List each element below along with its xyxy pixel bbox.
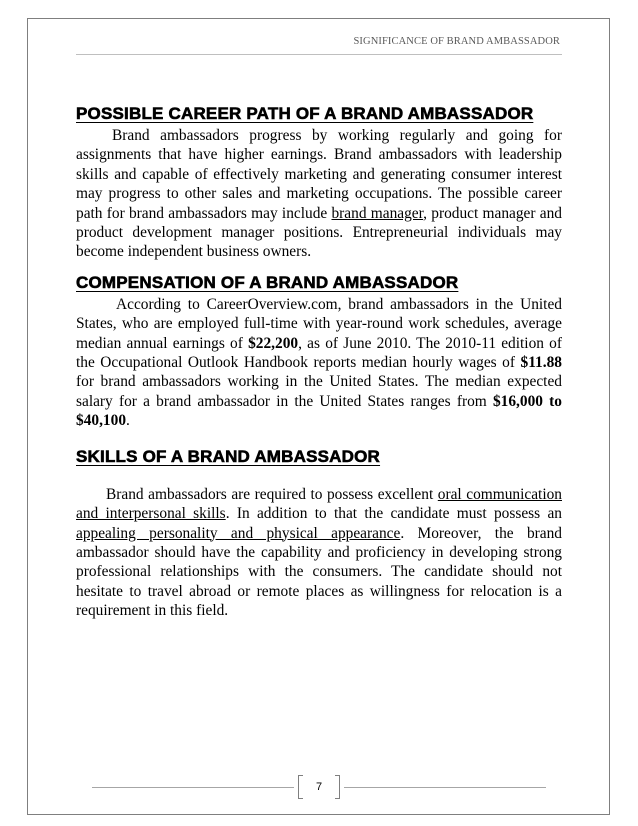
- text-run: . Moreover, the brand ambassador should have the capability and proficiency in developing strong professional relationships with the consumers. The candidate should not hesitate to travel abroad or remote places as willingness for relocation is a requirement in this field.: [76, 524, 563, 620]
- text-run: Brand ambassadors are required to possess excellent: [106, 485, 438, 503]
- text-run: According to CareerOverview.com, brand ambassadors in the United States, who are employed full-time with year-round work schedules, average median annual earnings of: [76, 295, 562, 352]
- skills-paragraph: [76, 485, 562, 621]
- salary-range-value: $16,000 to $40,100: [76, 392, 562, 430]
- text-run: .: [126, 412, 130, 430]
- page-number: 7: [315, 781, 323, 793]
- running-header: SIGNIFICANCE OF BRAND AMBASSADOR: [353, 36, 560, 47]
- text-run: Brand ambassadors progress by working regularly and going for assignments that have higher earnings. Brand ambassadors with leadership skills and capable of effectively marketing and generating consumer interest may progress to other sales and marketing occupations. The possible career path for brand ambassadors may include: [76, 127, 562, 222]
- brand-manager-link[interactable]: brand manager: [331, 204, 424, 222]
- section-heading-career-path: POSSIBLE CAREER PATH OF A BRAND AMBASSADOR: [76, 104, 534, 123]
- annual-earnings-value: $22,200: [248, 334, 299, 352]
- section-heading-compensation: COMPENSATION OF A BRAND AMBASSADOR: [76, 272, 459, 292]
- footer-rule-right: [344, 787, 546, 788]
- text-run: , product manager and product development manager positions. Entrepreneurial individuals may become independent business owners.: [76, 204, 562, 261]
- text-run: for brand ambassadors working in the United States. The median expected salary for a brand ambassador in the United States ranges from: [76, 373, 562, 410]
- text-run: , as of June 2010. The 2010-11 edition of the Occupational Outlook Handbook reports median hourly wages of: [76, 334, 562, 372]
- communication-skills-link[interactable]: oral communication and interpersonal skills: [76, 485, 562, 523]
- career-path-paragraph: [76, 126, 562, 262]
- header-rule: [76, 54, 562, 55]
- compensation-paragraph: [76, 295, 562, 431]
- page-content: [76, 102, 562, 621]
- personality-appearance-link[interactable]: appealing personality and physical appearance: [76, 524, 401, 542]
- hourly-wage-value: $11.88: [520, 354, 562, 372]
- section-heading-skills: SKILLS OF A BRAND AMBASSADOR: [76, 446, 381, 466]
- text-run: . In addition to that the candidate must possess an: [225, 505, 562, 523]
- footer-rule-left: [92, 787, 294, 788]
